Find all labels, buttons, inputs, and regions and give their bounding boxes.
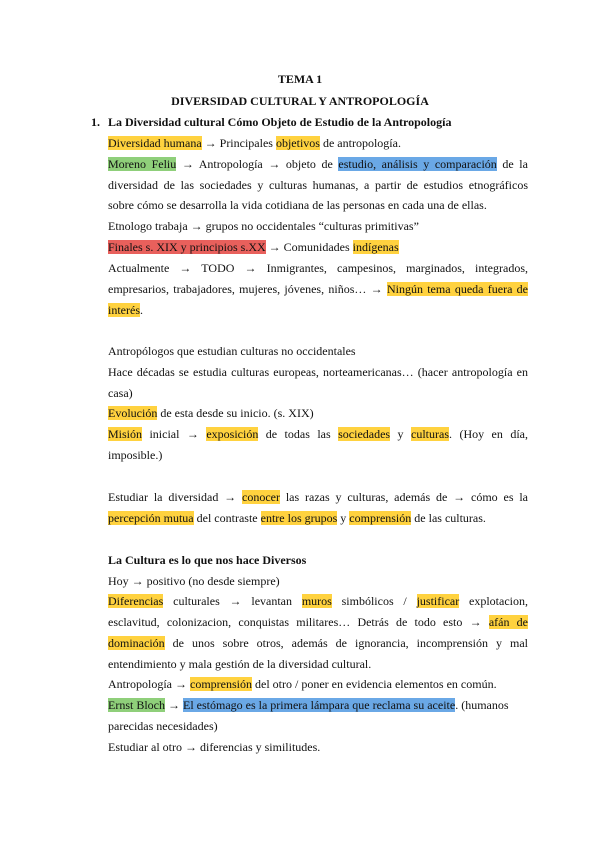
highlight: Finales s. XIX y principios s.XX (108, 240, 266, 254)
line: imposible.) (108, 448, 163, 462)
highlight: entre los grupos (260, 511, 338, 525)
line: percepción mutua del contraste entre los grupos y comprensión de las culturas. (108, 511, 486, 525)
highlight: Moreno Feliu (108, 157, 177, 171)
line: Hoy → positivo (no desde siempre) (108, 574, 280, 588)
highlight: culturas (411, 427, 449, 441)
highlight: Ernst Bloch (108, 698, 165, 712)
line: Etnologo trabaja → grupos no occidentales “culturas primitivas” (108, 219, 419, 233)
highlight: estudio, análisis y comparación (338, 157, 497, 171)
highlight: sociedades (338, 427, 391, 441)
subsection-heading: La Cultura es lo que nos hace Diversos (108, 553, 307, 567)
highlight: comprensión (190, 677, 252, 691)
highlight: Diversidad humana (108, 136, 202, 150)
line: Finales s. XIX y principios s.XX → Comunidades indígenas (108, 240, 399, 254)
line: esclavitud, colonizacion, conquistas militares… Detrás de todo esto → afán de (108, 615, 528, 629)
highlight: muros (301, 594, 332, 608)
section-number: 1. (91, 115, 100, 129)
line: Antropólogos que estudian culturas no occidentales (108, 344, 356, 358)
line: diversidad de las sociedades y culturas humanas, a partir de estudios etnográficos (108, 178, 528, 192)
highlight: conocer (242, 490, 280, 504)
highlight: Diferencias (108, 594, 164, 608)
line: Misión inicial → exposición de todas las sociedades y culturas. (Hoy en día, (108, 427, 528, 441)
line: parecidas necesidades) (108, 719, 218, 733)
line: Ernst Bloch → El estómago es la primera lámpara que reclama su aceite. (humanos (108, 698, 509, 712)
highlight: comprensión (349, 511, 412, 525)
line: empresarios, trabajadores, mujeres, jóvenes, niños… → Ningún tema queda fuera de (108, 282, 528, 296)
highlight: percepción mutua (108, 511, 194, 525)
line: Estudiar al otro → diferencias y similitudes. (108, 740, 321, 754)
document-title: DIVERSIDAD CULTURAL Y ANTROPOLOGÍA (171, 94, 429, 108)
highlight: El estómago es la primera lámpara que reclama su aceite (183, 698, 456, 712)
line: dominación de unos sobre otros, además de ignorancia, incomprensión y mal (108, 636, 528, 650)
highlight: dominación (108, 636, 165, 650)
highlight: objetivos (275, 136, 320, 150)
highlight: Evolución (108, 406, 158, 420)
highlight: exposición (206, 427, 259, 441)
line: casa) (108, 386, 133, 400)
tema-label: TEMA 1 (277, 72, 323, 86)
line: sobre cómo se desarrolla la vida cotidiana de las personas en cada una de ellas. (108, 198, 487, 212)
highlight: afán de (488, 615, 528, 629)
line: entendimiento y mala gestión de la diversidad cultural. (108, 657, 372, 671)
highlight: interés (108, 303, 140, 317)
highlight: justificar (416, 594, 460, 608)
highlight: indígenas (352, 240, 399, 254)
line: interés. (108, 303, 143, 317)
line: Estudiar la diversidad → conocer las razas y culturas, además de → cómo es la (108, 490, 529, 504)
line: Diversidad humana → Principales objetivos de antropología. (108, 136, 401, 150)
line: Hace décadas se estudia culturas europeas, norteamericanas… (hacer antropología en (108, 365, 528, 379)
line: Antropología → comprensión del otro / poner en evidencia elementos en común. (108, 677, 497, 691)
highlight: Misión (108, 427, 143, 441)
line: Moreno Feliu → Antropología → objeto de estudio, análisis y comparación de la (108, 157, 528, 171)
line: Evolución de esta desde su inicio. (s. XIX) (108, 406, 314, 420)
section-heading: La Diversidad cultural Cómo Objeto de Estudio de la Antropología (108, 115, 452, 129)
highlight: Ningún tema queda fuera de (386, 282, 528, 296)
line: Diferencias culturales → levantan muros simbólicos / justificar explotacion, (108, 594, 528, 608)
line: Actualmente → TODO → Inmigrantes, campesinos, marginados, integrados, (108, 261, 528, 275)
